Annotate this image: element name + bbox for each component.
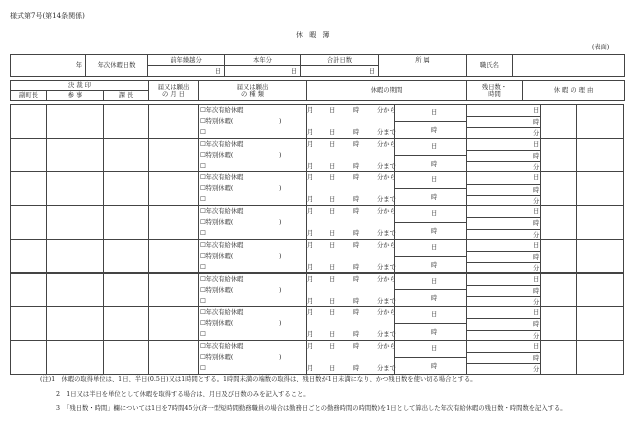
- current-year-label: 本年分: [225, 55, 301, 66]
- reason-header: 休 暇 の 理 由: [523, 81, 625, 101]
- period-to-day: 日: [329, 364, 336, 372]
- annual-leave-checkbox[interactable]: ☐年次有給休暇: [200, 275, 244, 283]
- total-days[interactable]: 日: [301, 66, 379, 77]
- other-leave-checkbox[interactable]: ☐: [200, 263, 206, 271]
- period-days-unit: 日: [431, 277, 438, 285]
- other-leave-checkbox[interactable]: ☐: [200, 230, 206, 238]
- vice-head-stamp-cell[interactable]: [10, 205, 47, 240]
- carryover-label: 前年繰越分: [148, 55, 225, 66]
- period-to-day: 日: [329, 230, 336, 238]
- special-leave-close: ): [279, 252, 282, 260]
- period-to-minute: 分まで: [377, 297, 396, 305]
- period-to-month: 月: [307, 331, 314, 339]
- period-days-divider: [395, 256, 467, 257]
- period-days-box[interactable]: [394, 138, 467, 173]
- period-hours-unit: 時: [431, 227, 438, 235]
- name-label: 職氏名: [467, 55, 513, 77]
- period-days-divider: [395, 289, 467, 290]
- period-from-day: 日: [329, 241, 336, 249]
- vice-head-header: 副町長: [11, 91, 47, 101]
- other-leave-checkbox[interactable]: ☐: [200, 162, 206, 170]
- approval-stamp-header: 決 裁 印: [11, 81, 149, 91]
- period-to-hour: 時: [353, 196, 360, 204]
- period-to-minute: 分まで: [377, 230, 396, 238]
- period-days-box[interactable]: [394, 273, 467, 308]
- counselor-stamp-cell[interactable]: [46, 306, 104, 341]
- period-from-day: 日: [329, 342, 336, 350]
- period-days-unit: 日: [431, 243, 438, 251]
- period-from-day: 日: [329, 174, 336, 182]
- period-from-minute: 分から: [377, 342, 396, 350]
- annual-leave-checkbox[interactable]: ☐年次有給休暇: [200, 174, 244, 182]
- period-from-minute: 分から: [377, 140, 396, 148]
- remaining-header: 残日数・ 時間: [467, 81, 523, 101]
- name-value[interactable]: [513, 55, 625, 77]
- filed-date-cell[interactable]: [148, 273, 199, 308]
- vice-head-stamp-cell[interactable]: [10, 340, 47, 375]
- period-to-month: 月: [307, 364, 314, 372]
- leave-type-cell[interactable]: [198, 273, 307, 308]
- remaining-day-unit: 日: [533, 174, 540, 182]
- period-from-hour: 時: [353, 342, 360, 350]
- annual-leave-checkbox[interactable]: ☐年次有給休暇: [200, 208, 244, 216]
- period-days-box[interactable]: [394, 171, 467, 206]
- period-to-minute: 分まで: [377, 263, 396, 271]
- remaining-minute-unit: 分: [533, 265, 540, 273]
- leave-type-cell[interactable]: [198, 104, 307, 139]
- carryover-days[interactable]: 日: [148, 66, 225, 77]
- counselor-stamp-cell[interactable]: [46, 138, 104, 173]
- period-to-hour: 時: [353, 364, 360, 372]
- period-to-minute: 分まで: [377, 129, 396, 136]
- annual-leave-checkbox[interactable]: ☐年次有給休暇: [200, 309, 244, 317]
- remaining-divider: [467, 116, 540, 117]
- remaining-cell[interactable]: [466, 171, 541, 206]
- period-from-minute: 分から: [377, 275, 396, 283]
- remaining-divider: [467, 150, 540, 151]
- period-days-divider: [395, 357, 467, 358]
- remaining-divider: [467, 352, 540, 353]
- remaining-minute-unit: 分: [533, 366, 540, 374]
- remaining-divider: [467, 161, 540, 162]
- leave-type-cell[interactable]: [198, 205, 307, 240]
- vice-head-stamp-cell[interactable]: [10, 273, 47, 308]
- remaining-minute-unit: 分: [533, 231, 540, 239]
- period-days-unit: 日: [431, 176, 438, 184]
- remaining-cell[interactable]: [466, 205, 541, 240]
- period-from-hour: 時: [353, 140, 360, 148]
- stamp-cell[interactable]: [576, 340, 624, 375]
- period-from-month: 月: [307, 309, 314, 317]
- period-to-hour: 時: [353, 263, 360, 271]
- stamp-cell[interactable]: [576, 306, 624, 341]
- filed-date-cell[interactable]: [148, 306, 199, 341]
- counselor-stamp-cell[interactable]: [46, 104, 104, 139]
- other-leave-checkbox[interactable]: ☐: [200, 331, 206, 339]
- filed-date-cell[interactable]: [148, 239, 199, 274]
- period-to-month: 月: [307, 129, 314, 136]
- reason-cell[interactable]: [540, 340, 577, 375]
- counselor-stamp-cell[interactable]: [46, 239, 104, 274]
- period-to-day: 日: [329, 297, 336, 305]
- reason-cell[interactable]: [540, 273, 577, 308]
- annual-leave-checkbox[interactable]: ☐年次有給休暇: [200, 342, 244, 350]
- other-leave-checkbox[interactable]: ☐: [200, 196, 206, 204]
- remaining-hour-unit: 時: [533, 287, 540, 295]
- period-from-month: 月: [307, 174, 314, 182]
- remaining-cell[interactable]: [466, 138, 541, 173]
- remaining-hour-unit: 時: [533, 220, 540, 228]
- special-leave-close: ): [279, 219, 282, 227]
- period-from-month: 月: [307, 107, 314, 114]
- affiliation-label: 所 属: [379, 55, 467, 77]
- remaining-minute-unit: 分: [533, 298, 540, 306]
- annual-days-label: 年次休暇日数: [86, 55, 148, 77]
- period-from-day: 日: [329, 275, 336, 283]
- period-days-divider: [395, 323, 467, 324]
- special-leave-checkbox[interactable]: ☐特別休暇(: [200, 151, 234, 159]
- remaining-hour-unit: 時: [533, 119, 540, 127]
- remaining-divider: [467, 296, 540, 297]
- stamp-cell[interactable]: [576, 138, 624, 173]
- year-cell: 年: [11, 55, 86, 77]
- special-leave-checkbox[interactable]: ☐特別休暇(: [200, 118, 234, 125]
- section-chief-stamp-cell[interactable]: [103, 138, 149, 173]
- period-to-minute: 分まで: [377, 196, 396, 204]
- remaining-day-unit: 日: [533, 309, 540, 317]
- remaining-divider: [467, 330, 540, 331]
- vice-head-stamp-cell[interactable]: [10, 104, 47, 139]
- remaining-divider: [467, 195, 540, 196]
- note-1: (注)1 休暇の取得単位は、1日、半日(0.5日)又は1時間とする。1時間未満の端数の取得は、残日数が1日未満になり、かつ残日数を使い切る場合とする。: [40, 376, 477, 383]
- annual-leave-checkbox[interactable]: ☐年次有給休暇: [200, 241, 244, 249]
- other-leave-checkbox[interactable]: ☐: [200, 297, 206, 305]
- vice-head-stamp-cell[interactable]: [10, 138, 47, 173]
- stamp-cell[interactable]: [576, 239, 624, 274]
- remaining-hour-unit: 時: [533, 321, 540, 329]
- period-from-hour: 時: [353, 241, 360, 249]
- remaining-minute-unit: 分: [533, 164, 540, 172]
- period-to-minute: 分まで: [377, 162, 396, 170]
- period-to-day: 日: [329, 196, 336, 204]
- period-from-day: 日: [329, 208, 336, 216]
- note-3: 3 「残日数・時間」欄については1日を7時間45分(斉一型短時間勤務職員の場合は勤務日ごとの勤務時間の時間数)を1日として算出した年次有給休暇の残日数・時間数を記入する。: [56, 405, 567, 412]
- remaining-divider: [467, 229, 540, 230]
- section-chief-stamp-cell[interactable]: [103, 239, 149, 274]
- special-leave-close: ): [279, 286, 282, 294]
- filed-date-cell[interactable]: [148, 138, 199, 173]
- period-from-minute: 分から: [377, 241, 396, 249]
- period-to-month: 月: [307, 297, 314, 305]
- period-to-day: 日: [329, 129, 336, 136]
- period-days-box[interactable]: [394, 340, 467, 375]
- remaining-divider: [467, 318, 540, 319]
- filed-date-cell[interactable]: [148, 104, 199, 139]
- period-hours-unit: 時: [431, 329, 438, 337]
- special-leave-checkbox[interactable]: ☐特別休暇(: [200, 252, 234, 260]
- filed-date-cell[interactable]: [148, 205, 199, 240]
- annual-leave-checkbox[interactable]: ☐年次有給休暇: [200, 140, 244, 148]
- leave-table: [10, 80, 625, 101]
- period-from-minute: 分から: [377, 107, 396, 114]
- period-from-minute: 分から: [377, 208, 396, 216]
- special-leave-close: ): [279, 353, 282, 361]
- remaining-cell[interactable]: [466, 306, 541, 341]
- remaining-day-unit: 日: [533, 342, 540, 350]
- period-to-month: 月: [307, 230, 314, 238]
- leave-type-header: 届又は願出 の 種 類: [199, 81, 307, 101]
- leave-type-cell[interactable]: [198, 171, 307, 206]
- section-chief-stamp-cell[interactable]: [103, 273, 149, 308]
- vice-head-stamp-cell[interactable]: [10, 171, 47, 206]
- remaining-minute-unit: 分: [533, 130, 540, 138]
- counselor-stamp-cell[interactable]: [46, 273, 104, 308]
- special-leave-close: ): [279, 118, 282, 125]
- special-leave-checkbox[interactable]: ☐特別休暇(: [200, 353, 234, 361]
- period-from-hour: 時: [353, 208, 360, 216]
- period-to-hour: 時: [353, 162, 360, 170]
- section-chief-stamp-cell[interactable]: [103, 104, 149, 139]
- remaining-cell[interactable]: [466, 104, 541, 139]
- period-days-unit: 日: [431, 344, 438, 352]
- section-chief-stamp-cell[interactable]: [103, 306, 149, 341]
- period-header: 休暇の期間: [307, 81, 467, 101]
- remaining-hour-unit: 時: [533, 254, 540, 262]
- period-from-minute: 分から: [377, 309, 396, 317]
- leave-type-cell[interactable]: [198, 239, 307, 274]
- period-to-minute: 分まで: [377, 364, 396, 372]
- period-days-unit: 日: [431, 142, 438, 150]
- period-hours-unit: 時: [431, 295, 438, 303]
- period-to-month: 月: [307, 196, 314, 204]
- counselor-stamp-cell[interactable]: [46, 340, 104, 375]
- remaining-cell[interactable]: [466, 239, 541, 274]
- period-days-box[interactable]: [394, 104, 467, 139]
- period-to-hour: 時: [353, 297, 360, 305]
- annual-leave-checkbox[interactable]: ☐年次有給休暇: [200, 107, 244, 114]
- other-leave-checkbox[interactable]: ☐: [200, 364, 206, 372]
- remaining-divider: [467, 217, 540, 218]
- reason-cell[interactable]: [540, 171, 577, 206]
- period-to-hour: 時: [353, 230, 360, 238]
- period-from-month: 月: [307, 208, 314, 216]
- remaining-hour-unit: 時: [533, 355, 540, 363]
- leave-type-cell[interactable]: [198, 306, 307, 341]
- leave-type-cell[interactable]: [198, 340, 307, 375]
- period-days-divider: [395, 155, 467, 156]
- remaining-hour-unit: 時: [533, 152, 540, 160]
- remaining-divider: [467, 285, 540, 286]
- period-to-hour: 時: [353, 129, 360, 136]
- remaining-divider: [467, 262, 540, 263]
- remaining-day-unit: 日: [533, 107, 540, 114]
- period-from-minute: 分から: [377, 174, 396, 182]
- current-year-days[interactable]: 日: [225, 66, 301, 77]
- stamp-cell[interactable]: [576, 104, 624, 139]
- period-from-day: 日: [329, 107, 336, 114]
- remaining-divider: [467, 363, 540, 364]
- reason-cell[interactable]: [540, 239, 577, 274]
- remaining-day-unit: 日: [533, 140, 540, 148]
- remaining-cell[interactable]: [466, 273, 541, 308]
- counselor-stamp-cell[interactable]: [46, 171, 104, 206]
- period-days-unit: 日: [431, 109, 438, 116]
- filed-date-header: 届又は願出 の 月 日: [149, 81, 199, 101]
- form-number: 様式第7号(第14条関係): [10, 12, 85, 20]
- total-days-label: 合計日数: [301, 55, 379, 66]
- period-from-hour: 時: [353, 309, 360, 317]
- special-leave-close: ): [279, 185, 282, 193]
- special-leave-close: ): [279, 320, 282, 328]
- period-from-day: 日: [329, 309, 336, 317]
- period-from-month: 月: [307, 241, 314, 249]
- remaining-day-unit: 日: [533, 241, 540, 249]
- period-to-day: 日: [329, 162, 336, 170]
- remaining-divider: [467, 251, 540, 252]
- stamp-cell[interactable]: [576, 273, 624, 308]
- page-title: 休 暇 簿: [296, 31, 332, 39]
- period-hours-unit: 時: [431, 126, 438, 134]
- period-to-month: 月: [307, 162, 314, 170]
- stamp-cell[interactable]: [576, 205, 624, 240]
- remaining-minute-unit: 分: [533, 332, 540, 340]
- section-chief-stamp-cell[interactable]: [103, 340, 149, 375]
- period-to-day: 日: [329, 263, 336, 271]
- counselor-header: 参 事: [47, 91, 104, 101]
- period-hours-unit: 時: [431, 362, 438, 370]
- period-to-month: 月: [307, 263, 314, 271]
- period-to-hour: 時: [353, 331, 360, 339]
- stamp-cell[interactable]: [576, 171, 624, 206]
- period-to-day: 日: [329, 331, 336, 339]
- special-leave-checkbox[interactable]: ☐特別休暇(: [200, 219, 234, 227]
- remaining-day-unit: 日: [533, 208, 540, 216]
- special-leave-checkbox[interactable]: ☐特別休暇(: [200, 320, 234, 328]
- period-days-divider: [395, 121, 467, 122]
- section-chief-stamp-cell[interactable]: [103, 205, 149, 240]
- vice-head-stamp-cell[interactable]: [10, 239, 47, 274]
- reason-cell[interactable]: [540, 104, 577, 139]
- period-from-month: 月: [307, 140, 314, 148]
- period-from-hour: 時: [353, 275, 360, 283]
- period-from-hour: 時: [353, 107, 360, 114]
- remaining-day-unit: 日: [533, 275, 540, 283]
- period-from-hour: 時: [353, 174, 360, 182]
- period-hours-unit: 時: [431, 160, 438, 168]
- vice-head-stamp-cell[interactable]: [10, 306, 47, 341]
- special-leave-checkbox[interactable]: ☐特別休暇(: [200, 185, 234, 193]
- other-leave-checkbox[interactable]: ☐: [200, 129, 206, 136]
- period-days-box[interactable]: [394, 205, 467, 240]
- reason-cell[interactable]: [540, 205, 577, 240]
- header-table: [10, 54, 625, 77]
- remaining-divider: [467, 184, 540, 185]
- period-from-day: 日: [329, 140, 336, 148]
- reason-cell[interactable]: [540, 138, 577, 173]
- period-from-month: 月: [307, 342, 314, 350]
- section-chief-header: 課 長: [104, 91, 149, 101]
- remaining-cell[interactable]: [466, 340, 541, 375]
- period-from-month: 月: [307, 275, 314, 283]
- period-to-minute: 分まで: [377, 331, 396, 339]
- special-leave-close: ): [279, 151, 282, 159]
- period-days-divider: [395, 222, 467, 223]
- period-days-divider: [395, 188, 467, 189]
- reason-cell[interactable]: [540, 306, 577, 341]
- counselor-stamp-cell[interactable]: [46, 205, 104, 240]
- special-leave-checkbox[interactable]: ☐特別休暇(: [200, 286, 234, 294]
- period-days-box[interactable]: [394, 306, 467, 341]
- remaining-divider: [467, 127, 540, 128]
- period-days-box[interactable]: [394, 239, 467, 274]
- side-label: (表面): [592, 44, 610, 51]
- period-hours-unit: 時: [431, 261, 438, 269]
- period-hours-unit: 時: [431, 194, 438, 202]
- filed-date-cell[interactable]: [148, 340, 199, 375]
- remaining-minute-unit: 分: [533, 197, 540, 205]
- filed-date-cell[interactable]: [148, 171, 199, 206]
- note-2: 2 1日又は半日を単位として休暇を取得する場合は、月日及び日数のみを記入すること。: [56, 391, 310, 398]
- period-days-unit: 日: [431, 311, 438, 319]
- period-days-unit: 日: [431, 210, 438, 218]
- leave-type-cell[interactable]: [198, 138, 307, 173]
- remaining-hour-unit: 時: [533, 186, 540, 194]
- section-chief-stamp-cell[interactable]: [103, 171, 149, 206]
